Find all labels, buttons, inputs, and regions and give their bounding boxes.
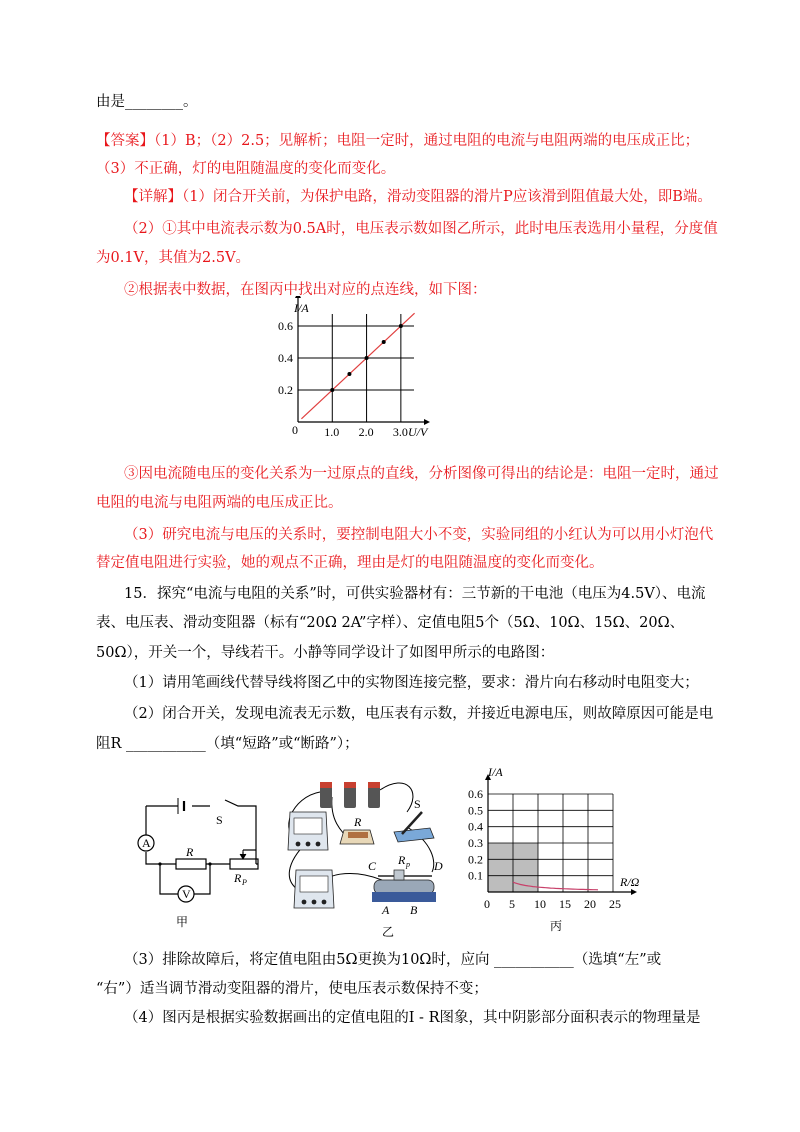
y-tick-label: 0.3 <box>468 836 483 850</box>
question-line: 阻R ___________（填“短路”或“断路”）； <box>96 736 359 752</box>
detail-line: ②根据表中数据，在图丙中找出对应的点连线，如下图： <box>124 282 487 298</box>
y-tick-label: 0.6 <box>278 319 293 333</box>
device-rp-sub: p <box>406 860 410 869</box>
y-tick-label: 0.2 <box>278 383 293 397</box>
x-tick-label: 15 <box>559 897 571 911</box>
x-tick-label: 5 <box>509 897 515 911</box>
x-tick-label: 10 <box>534 897 546 911</box>
data-point <box>365 356 369 360</box>
x-tick-label: 1.0 <box>324 425 340 439</box>
device-switch-label: S <box>414 797 421 811</box>
x-axis-arrow <box>631 889 637 895</box>
fit-line <box>301 313 414 419</box>
device-d-label: D <box>434 859 443 873</box>
question-line: 50Ω），开关一个，导线若干。小静等同学设计了如图甲所示的电路图： <box>96 645 555 661</box>
data-point <box>330 388 334 392</box>
apparatus-yi <box>282 772 452 942</box>
x-tick-label: 0 <box>484 897 490 911</box>
ammeter-label: A <box>142 836 151 850</box>
rheostat-label: R <box>234 871 242 885</box>
x-tick-label: 2.0 <box>358 425 374 439</box>
y-tick-label: 0.4 <box>278 351 293 365</box>
x-tick-label: 3.0 <box>392 425 408 439</box>
data-point <box>347 372 351 376</box>
figure-label-jia: 甲 <box>176 915 189 929</box>
question-line: 表、电压表、滑动变阻器（标有“20Ω 2A”字样）、定值电阻5个（5Ω、10Ω、15Ω、20Ω、 <box>96 615 685 631</box>
answer-line: （3）不正确，灯的电阻随温度的变化而变化。 <box>96 161 396 177</box>
question-line: （2）闭合开关，发现电流表无示数，电压表有示数，并接近电源电压，则故障原因可能是电 <box>124 706 714 722</box>
device-rp-label: R <box>398 853 406 867</box>
x-axis-label: R/Ω <box>620 875 640 889</box>
question-line: （4）图丙是根据实验数据画出的定值电阻的I - R图象，其中阴影部分面积表示的物理量是 <box>124 1010 701 1026</box>
y-tick-label: 0.4 <box>468 819 483 834</box>
x-tick-label: 25 <box>609 897 621 911</box>
i-u-graph <box>270 296 440 446</box>
detail-line: （2）①其中电流表示数为0.5A时，电压表示数如图乙所示，此时电压表选用小量程，分度值 <box>124 221 718 237</box>
y-tick-label: 0.6 <box>468 787 483 801</box>
device-a-label: A <box>382 903 390 917</box>
question-line: “右”）适当调节滑动变阻器的滑片，使电压表示数保持不变； <box>96 981 488 997</box>
data-point <box>399 324 403 328</box>
x-tick-label: 20 <box>584 897 596 911</box>
x-axis-label: U/V <box>408 425 428 439</box>
switch-label: S <box>216 813 223 827</box>
detail-line: 替定值电阻进行实验，她的观点不正确，理由是灯的电阻随温度的变化而变化。 <box>96 555 604 571</box>
y-axis-arrow <box>295 296 301 298</box>
detail-line: 电阻的电流与电阻两端的电压成正比。 <box>96 495 343 511</box>
voltmeter-label: V <box>182 887 191 901</box>
y-axis-label: I/A <box>488 765 503 779</box>
device-r-label: R <box>354 815 362 829</box>
y-tick-label: 0.2 <box>468 852 483 867</box>
figure-label-yi: 乙 <box>382 925 395 939</box>
y-tick-label: 0.5 <box>468 803 483 818</box>
resistor-label: R <box>186 845 194 859</box>
rheostat-sub: P <box>242 878 247 887</box>
text-line: 由是________。 <box>96 94 198 110</box>
question-line: 15．探究“电流与电阻的关系”时，可供实验器材有：三节新的干电池（电压为4.5V）、电流 <box>124 586 706 602</box>
data-point <box>382 340 386 344</box>
question-line: （3）排除故障后，将定值电阻由5Ω更换为10Ω时，应向 ___________（选填“左”或 <box>124 952 662 968</box>
y-axis-label: I/A <box>294 301 309 315</box>
detail-line: ③因电流随电压的变化关系为一过原点的直线，分析图像可得出的结论是：电阻一定时，通过 <box>124 466 719 482</box>
device-c-label: C <box>368 859 377 873</box>
detail-line: 【详解】（1）闭合开关前，为保护电路，滑动变阻器的滑片P应该滑到阻值最大处，即B端。 <box>124 189 712 205</box>
detail-line: （3）研究电流与电压的关系时，要控制电阻大小不变，实验同组的小红认为可以用小灯泡代 <box>124 527 714 543</box>
circuit-diagram-jia <box>130 790 270 930</box>
device-b-label: B <box>410 903 418 917</box>
question-line: （1）请用笔画线代替导线将图乙中的实物图连接完整，要求：滑片向右移动时电阻变大； <box>124 675 699 691</box>
answer-line: 【答案】（1）B；（2）2.5；见解析；电阻一定时，通过电阻的电流与电阻两端的电压成正比； <box>96 133 700 149</box>
y-tick-label: 0.1 <box>468 868 483 883</box>
i-r-graph <box>462 762 662 942</box>
origin-label: 0 <box>292 423 298 437</box>
detail-line: 为0.1V，其值为2.5V。 <box>96 250 251 266</box>
figure-label-bing: 丙 <box>550 919 563 933</box>
